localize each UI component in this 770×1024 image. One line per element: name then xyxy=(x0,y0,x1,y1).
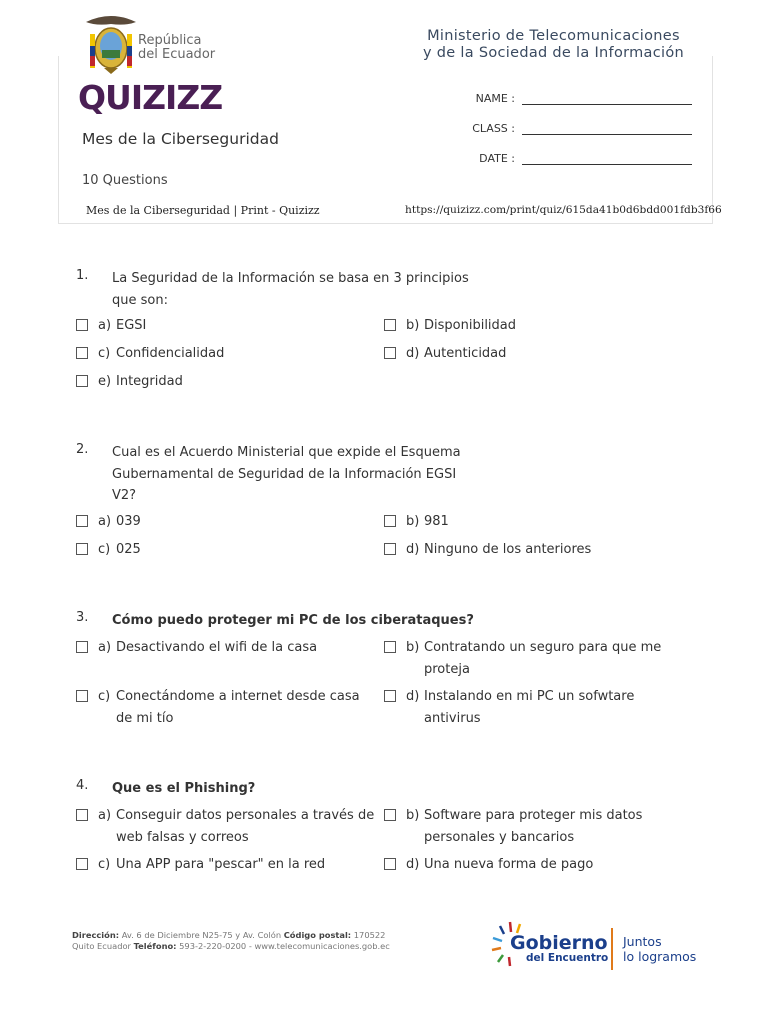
class-label: CLASS : xyxy=(472,122,515,135)
checkbox[interactable] xyxy=(384,690,396,702)
question-text: Que es el Phishing? xyxy=(112,781,256,796)
option-text: Disponibilidad xyxy=(424,318,517,333)
slogan xyxy=(623,934,696,964)
country-line-1: República xyxy=(138,33,202,48)
option-letter: c) xyxy=(98,857,111,872)
option-text: Integridad xyxy=(116,374,183,389)
slogan-line-1: Juntos xyxy=(623,934,662,949)
country-line-2: del Ecuador xyxy=(138,47,216,62)
option-letter: e) xyxy=(98,374,112,389)
question-number: 1. xyxy=(76,268,89,283)
checkbox[interactable] xyxy=(76,515,88,527)
option-letter: b) xyxy=(406,318,420,333)
date-line[interactable] xyxy=(522,164,692,165)
option-letter: b) xyxy=(406,808,420,823)
option-letter: a) xyxy=(98,318,112,333)
option-text: Conseguir datos personales a través de web falsas y correos xyxy=(116,808,375,845)
option-text: Ninguno de los anteriores xyxy=(424,542,592,557)
question-count: 10 Questions xyxy=(82,173,168,188)
option-letter: a) xyxy=(98,808,112,823)
checkbox[interactable] xyxy=(384,543,396,555)
option-letter: b) xyxy=(406,514,420,529)
checkbox[interactable] xyxy=(384,858,396,870)
option-letter: c) xyxy=(98,542,111,557)
option-letter: a) xyxy=(98,514,112,529)
option-letter: d) xyxy=(406,542,420,557)
option-text: EGSI xyxy=(116,318,147,333)
checkbox[interactable] xyxy=(76,809,88,821)
option-text: Confidencialidad xyxy=(116,346,225,361)
address-label: Dirección: xyxy=(72,930,120,940)
footer-address xyxy=(72,930,390,952)
quiz-title: Mes de la Ciberseguridad xyxy=(82,130,279,148)
slogan-line-2: lo logramos xyxy=(623,949,697,964)
option-text: Contratando un seguro para que me proteja xyxy=(424,640,662,677)
option-letter: d) xyxy=(406,857,420,872)
option-text: 025 xyxy=(116,542,141,557)
option-text: 039 xyxy=(116,514,141,529)
option-text: Una nueva forma de pago xyxy=(424,857,594,872)
option-letter: d) xyxy=(406,689,420,704)
option-text: Instalando en mi PC un sofwtare antivirus xyxy=(424,689,635,726)
checkbox[interactable] xyxy=(76,347,88,359)
gobierno-logo xyxy=(490,912,710,972)
checkbox[interactable] xyxy=(76,641,88,653)
question-text: Cual es el Acuerdo Ministerial que expide el Esquema Gubernamental de Seguridad de la Información EGSI V2? xyxy=(112,445,461,503)
logo-divider xyxy=(611,928,613,970)
postal-value: 170522 xyxy=(351,930,386,940)
class-field xyxy=(440,120,695,150)
question-number: 2. xyxy=(76,442,89,457)
postal-label: Código postal: xyxy=(283,930,352,940)
checkbox[interactable] xyxy=(384,809,396,821)
question-number: 3. xyxy=(76,610,89,625)
checkbox[interactable] xyxy=(76,858,88,870)
phone-label: Teléfono: xyxy=(133,941,177,951)
student-fields xyxy=(440,90,695,180)
city: Quito Ecuador xyxy=(72,941,134,951)
ministry-line-2: y de la Sociedad de la Información xyxy=(422,45,684,61)
checkbox[interactable] xyxy=(76,543,88,555)
option-letter: c) xyxy=(98,689,111,704)
print-title: Mes de la Ciberseguridad | Print - Quizizz xyxy=(86,204,320,217)
checkbox[interactable] xyxy=(76,375,88,387)
name-line[interactable] xyxy=(522,104,692,105)
address-line-1 xyxy=(72,930,390,941)
gobierno-wordmark: Gobierno xyxy=(510,932,608,954)
option-text: Software para proteger mis datos personales y bancarios xyxy=(424,808,643,845)
class-line[interactable] xyxy=(522,134,692,135)
gobierno-subtitle: del Encuentro xyxy=(526,952,609,964)
name-label: NAME : xyxy=(475,92,515,105)
checkbox[interactable] xyxy=(384,641,396,653)
name-field xyxy=(440,90,695,120)
date-field xyxy=(440,150,695,180)
option-text: Una APP para "pescar" en la red xyxy=(116,857,326,872)
option-letter: c) xyxy=(98,346,111,361)
print-url[interactable]: https://quizizz.com/print/quiz/615da41b0d6bdd001fdb3f66 xyxy=(405,204,722,216)
checkbox[interactable] xyxy=(384,347,396,359)
question-text: La Seguridad de la Información se basa en 3 principios que son: xyxy=(112,271,469,308)
checkbox[interactable] xyxy=(384,319,396,331)
phone-value: 593-2-220-0200 - www.telecomunicaciones.gob.ec xyxy=(176,941,390,951)
checkbox[interactable] xyxy=(76,319,88,331)
question-text: Cómo puedo proteger mi PC de los ciberataques? xyxy=(112,613,474,628)
address-line-2 xyxy=(72,941,390,952)
option-text: Autenticidad xyxy=(424,346,507,361)
date-label: DATE : xyxy=(479,152,515,165)
option-text: 981 xyxy=(424,514,449,529)
option-letter: a) xyxy=(98,640,112,655)
quizizz-logo: QUIZIZZ xyxy=(78,78,223,117)
option-text: Conectándome a internet desde casa de mi tío xyxy=(116,689,360,726)
option-text: Desactivando el wifi de la casa xyxy=(116,640,318,655)
address-value: Av. 6 de Diciembre N25-75 y Av. Colón xyxy=(119,930,284,940)
option-letter: d) xyxy=(406,346,420,361)
checkbox[interactable] xyxy=(384,515,396,527)
option-letter: b) xyxy=(406,640,420,655)
ministry-line-1: Ministerio de Telecomunicaciones xyxy=(427,28,680,44)
question-number: 4. xyxy=(76,778,89,793)
checkbox[interactable] xyxy=(76,690,88,702)
